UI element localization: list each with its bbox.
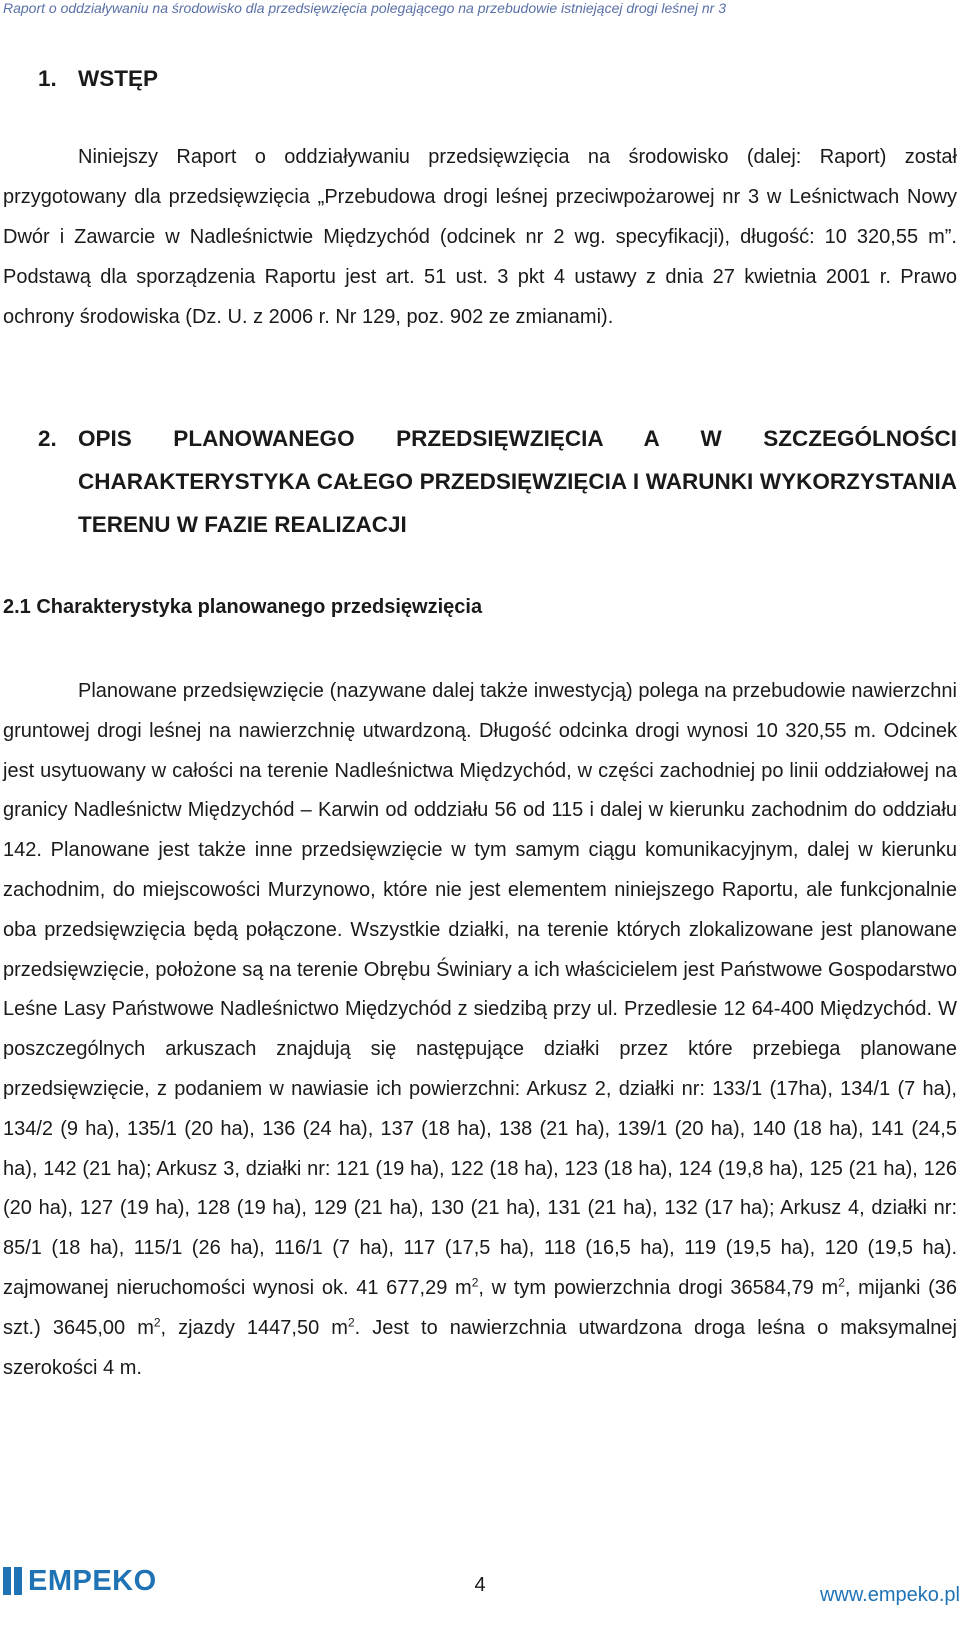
running-header [0,0,960,24]
superscript-1: 2 [471,1275,479,1290]
paragraph-text-3: , mijanki (36 szt.) 3645,00 m [3,1276,957,1339]
footer-url-link[interactable]: www.empeko.pl [819,1584,960,1606]
section-1-number: 1. [38,66,57,91]
running-header-title: Raport o oddziaływaniu na środowisko dla przedsięwzięcia polegającego na przebudowie istniejącej drogi leśnej nr 3 [3,0,726,16]
paragraph-main-text: Planowane przedsięwzięcie (nazywane dalej także inwestycją) polega na przebudowie nawierzchni gruntowej drogi leśnej na nawierzchnię utwardzoną. Długość odcinka drogi wynosi 10 320,55 m. Odcinek jest usytuowany w całości na terenie Nadleśnictwa Międzychód, w części zachodniej po linii oddziałowej na granicy Nadleśnictw Międzychód – Karwin od oddziału 56 od 115 i dalej w kierunku zachodnim do oddziału 142. Planowane jest także inne przedsięwzięcie w tym samym ciągu komunikacyjnym, dalej w kierunku zachodnim, do miejscowości Murzynowo, które nie jest elementem niniejszego Raportu, ale funkcjonalnie oba przedsięwzięcia będą połączone. Wszystkie działki, na terenie których zlokalizowane jest planowane przedsięwzięcie, położone są na terenie Obrębu Świniary a ich właścicielem jest Państwowe Gospodarstwo Leśne Lasy Państwowe Nadleśnictwo Międzychód z siedzibą przy ul. Przedlesie 12 64-400 Międzychód. W poszczególnych arkuszach znajdują się następujące działki przez które przebiega planowane przedsięwzięcie, z podaniem w nawiasie ich powierzchni: Arkusz 2, działki nr: 133/1 (17ha), 134/1 (7 ha), 134/2 (9 ha), 135/1 (20 ha), 136 (24 ha), 137 (18 ha), 138 (21 ha), 139/1 (20 ha), 140 (18 ha), 141 (24,5 ha), 142 (21 ha); Arkusz 3, działki nr: 121 (19 ha), 122 (18 ha), 123 (18 ha), 124 (19,8 ha), 125 (21 ha), 126 (20 ha), 127 (19 ha), 128 (19 ha), 129 (21 ha), 130 (21 ha), 131 (21 ha), 132 (17 ha); Arkusz 4, działki nr: 85/1 (18 ha), 115/1 (26 ha), 116/1 (7 ha), 117 (17,5 ha), 118 (16,5 ha), 119 (19,5 ha), 120 (19,5 ha). zajmowanej nieruchomości wynosi ok. 41 677,29 m [3,680,957,1299]
paragraph-text-end: . Jest to nawierzchnia utwardzona droga leśna o maksymalnej szerokości 4 m. [3,1316,957,1379]
section-2-1-heading: 2.1 Charakterystyka planowanego przedsięwzięcia [3,596,483,618]
paragraph-text-4: , zjazdy 1447,50 m [160,1316,348,1339]
section-1-title: WSTĘP [78,66,159,91]
superscript-4: 2 [347,1315,355,1330]
logo-text: EMPEKO [28,1564,157,1597]
section-1-paragraph: Niniejszy Raport o oddziaływaniu przedsięwzięcia na środowisko (dalej: Raport) został przygotowany dla przedsięwzięcia „Przebudowa drogi leśnej przeciwpożarowej nr 3 w Leśnictwach Nowy Dwór i Zawarcie w Nadleśnictwie Międzychód (odcinek nr 2 wg. specyfikacji), długość: 10 320,55 m”. Podstawą dla sporządzenia Raportu jest art. 51 ust. 3 pkt 4 ustawy z dnia 27 kwietnia 2001 r. Prawo ochrony środowiska (Dz. U. z 2006 r. Nr 129, poz. 902 ze zmianami). [3,146,957,328]
section-2-heading [38,417,957,546]
section-2-number: 2. [38,426,57,451]
paragraph-text-2: , w tym powierzchnia drogi 36584,79 m [478,1276,839,1299]
page-number: 4 [474,1574,486,1596]
section-2-1-paragraph [3,672,957,1388]
section-1-heading [38,66,158,92]
section-2-title: OPIS PLANOWANEGO PRZEDSIĘWZIĘCIA A W SZCZEGÓLNOŚCI CHARAKTERYSTYKA CAŁEGO PRZEDSIĘWZIĘCIA I WARUNKI WYKORZYSTANIA TERENU W FAZIE REALIZACJI [78,426,957,537]
superscript-3: 2 [153,1315,161,1330]
superscript-2: 2 [838,1275,845,1290]
